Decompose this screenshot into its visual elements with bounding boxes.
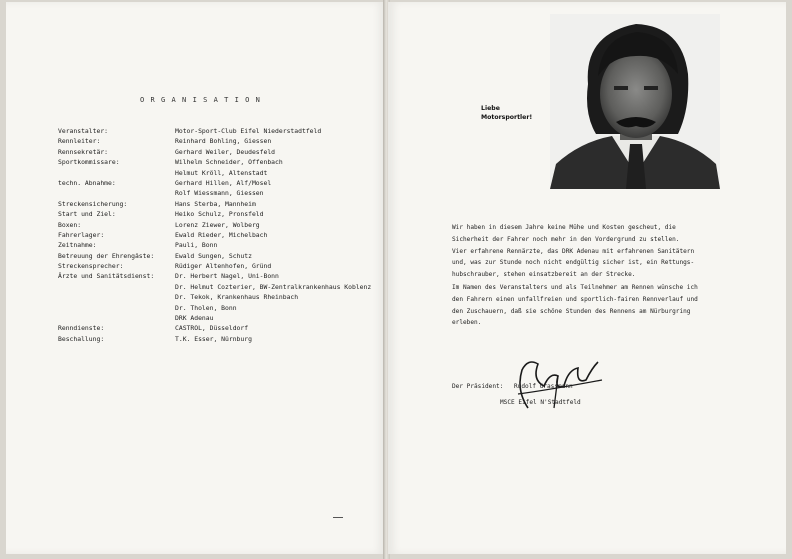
- roster-role: Veranstalter:: [58, 127, 109, 135]
- greeting-line-2: Motorsportler!: [481, 114, 533, 121]
- roster-name: Hans Sterba, Mannheim: [175, 199, 256, 208]
- roster-row: [58, 240, 378, 250]
- letter-line: den Zuschauern, daß sie schöne Stunden des Rennens am Nürburgring: [452, 307, 691, 315]
- greeting: [481, 104, 532, 122]
- roster-row: [58, 313, 378, 323]
- page-mark: [333, 517, 343, 518]
- letter-line: Vier erfahrene Rennärzte, das DRK Adenau mit erfahrenen Sanitätern: [452, 247, 695, 255]
- signature-organisation: MSCE Eifel N'Stadtfeld: [500, 399, 581, 406]
- organisation-roster: [58, 126, 378, 344]
- letter-line: erleben.: [452, 319, 482, 327]
- roster-name: Wilhelm Schneider, Offenbach: [175, 158, 283, 167]
- roster-row: [58, 230, 378, 240]
- roster-name: Helmut Kröll, Altenstadt: [175, 168, 268, 177]
- roster-row: [58, 292, 378, 302]
- roster-role: techn. Abnahme:: [58, 178, 116, 187]
- roster-name: Ewald Sungen, Schutz: [175, 251, 252, 260]
- roster-name: Motor-Sport-Club Eifel Niederstadtfeld: [175, 127, 322, 135]
- roster-row: [58, 261, 378, 271]
- roster-row: [58, 220, 378, 230]
- roster-name: Rüdiger Altenhofen, Gründ: [175, 262, 272, 271]
- roster-name: Gerhard Hillen, Alf/Mosel: [175, 178, 272, 187]
- roster-role: Boxen:: [58, 220, 82, 229]
- roster-name: Rolf Wiessmann, Giessen: [175, 189, 264, 198]
- organisation-heading: ORGANISATION: [140, 96, 267, 104]
- letter-line: hubschrauber, stehen einsatzbereit an der Strecke.: [452, 271, 636, 279]
- roster-name: Gerhard Weiler, Deudesfeld: [175, 147, 276, 156]
- roster-row: [58, 209, 378, 219]
- roster-name: T.K. Esser, Nürnburg: [175, 334, 252, 343]
- letter-line: den Fahrern einen unfallfreien und sportlich-fairen Rennverlauf und: [452, 295, 698, 303]
- roster-name: Pauli, Bonn: [175, 241, 218, 250]
- roster-row: [58, 303, 378, 313]
- roster-role: Fahrerlager:: [58, 230, 105, 239]
- roster-role: Sportkommissare:: [58, 158, 120, 167]
- letter-line: Wir haben in diesem Jahre keine Mühe und Kosten gescheut, die: [452, 224, 676, 231]
- roster-name: Dr. Tekok, Krankenhaus Rheinbach: [175, 293, 299, 302]
- roster-row: [58, 199, 378, 209]
- roster-row: [58, 271, 378, 281]
- roster-row: [58, 282, 378, 292]
- roster-role: Streckensicherung:: [58, 199, 128, 208]
- signature-label: Der Präsident:: [452, 383, 504, 390]
- roster-name: Reinhard Bohling, Giessen: [175, 137, 272, 146]
- roster-role: Streckensprecher:: [58, 262, 124, 271]
- roster-name: Ewald Rieder, Michelbach: [175, 230, 268, 239]
- roster-name: CASTROL, Düsseldorf: [175, 324, 249, 333]
- roster-role: Beschallung:: [58, 334, 105, 343]
- portrait-photo: [550, 14, 720, 189]
- roster-name: Lorenz Ziewer, Wolberg: [175, 220, 260, 229]
- roster-name: Dr. Tholen, Bonn: [175, 303, 237, 312]
- roster-role: Zeitnahme:: [58, 241, 97, 250]
- roster-role: Betreuung der Ehrengäste:: [58, 251, 155, 260]
- roster-row: [58, 126, 378, 136]
- signature-name: Rudolf Grassmann: [514, 383, 573, 390]
- roster-name: Dr. Helmut Cozterier, BW-Zentralkrankenhaus Koblenz: [175, 282, 372, 291]
- roster-name: Dr. Herbert Nagel, Uni-Bonn: [175, 272, 279, 281]
- roster-row: [58, 188, 378, 198]
- roster-row: [58, 168, 378, 178]
- welcome-letter: [452, 222, 752, 329]
- roster-row: [58, 334, 378, 344]
- roster-row: [58, 178, 378, 188]
- letter-line: und, was zur Stunde noch nicht endgültig sicher ist, ein Rettungs-: [452, 259, 695, 267]
- roster-name: DRK Adenau: [175, 314, 214, 323]
- roster-row: [58, 323, 378, 333]
- roster-row: [58, 147, 378, 157]
- roster-role: Start und Ziel:: [58, 210, 116, 219]
- roster-row: [58, 136, 378, 146]
- letter-line: Sicherheit der Fahrer noch mehr in den Vordergrund zu stellen.: [452, 235, 680, 243]
- letter-line: Im Namen des Veranstalters und als Teilnehmer am Rennen wünsche ich: [452, 283, 698, 291]
- roster-row: [58, 157, 378, 167]
- roster-role: Renndienste:: [58, 324, 105, 333]
- roster-row: [58, 251, 378, 261]
- roster-role: Rennleiter:: [58, 137, 101, 146]
- roster-role: Rennsekretär:: [58, 147, 109, 156]
- roster-name: Heiko Schulz, Pronsfeld: [175, 210, 264, 219]
- greeting-line-1: Liebe: [481, 105, 500, 112]
- roster-role: Ärzte und Sanitätsdienst:: [58, 272, 155, 281]
